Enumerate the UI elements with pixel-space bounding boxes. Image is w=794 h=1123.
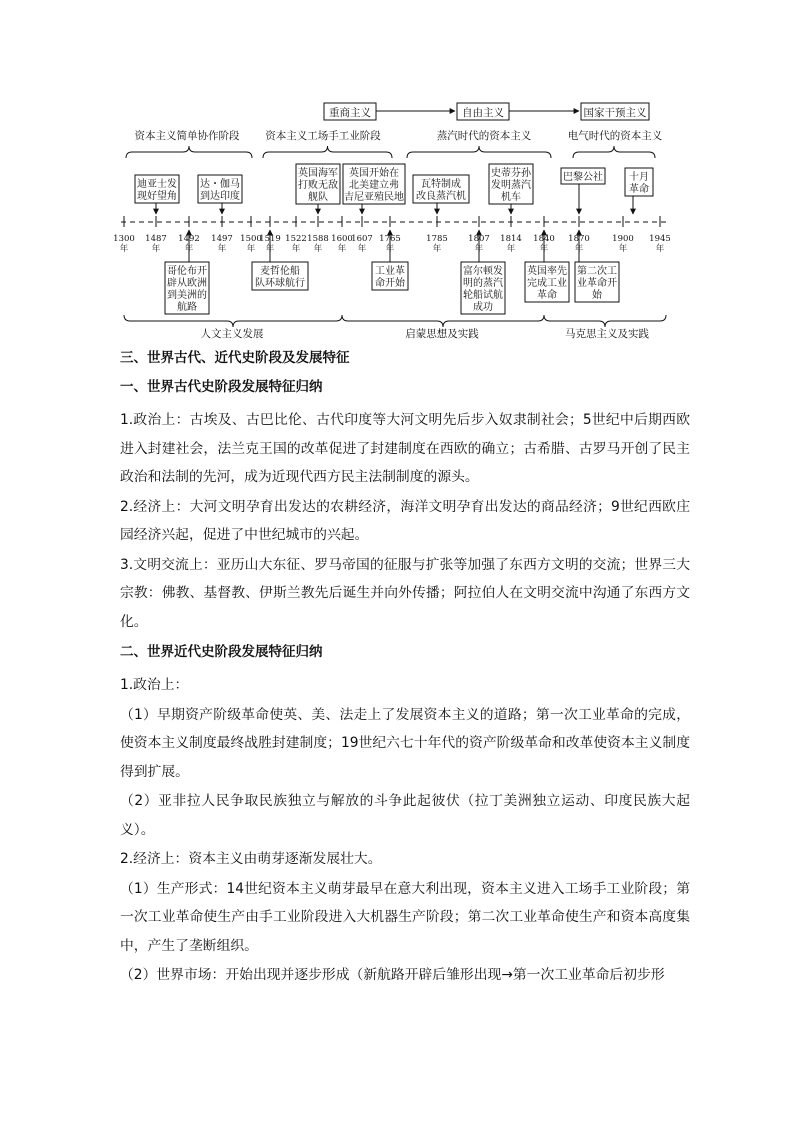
stage-label: 重商主义 — [329, 107, 371, 119]
year-label: 1300 年 — [113, 234, 135, 254]
period-label-bottom: 马克思主义及实践 — [565, 328, 649, 340]
event-label-below: 工业革命开始 — [375, 266, 405, 289]
year-label: 1785 年 — [426, 234, 448, 254]
event-label-below: 富尔顿发明的蒸汽轮船试航成功 — [463, 266, 503, 313]
period-label-bottom: 人文主义发展 — [200, 328, 264, 340]
paragraph-ancient-exchange: 3.文明交流上：亚历山大东征、罗马帝国的征服与扩张等加强了东西方文明的交流；世界三大宗教：佛教、基督教、伊斯兰教先后诞生并向外传播；阿拉伯人在文明交流中沟通了东西方文化。 — [120, 556, 690, 630]
event-label-below: 哥伦布开辟从欧洲到美洲的航路 — [167, 266, 207, 313]
timeline-diagram — [0, 0, 794, 345]
period-brace-top — [407, 146, 551, 158]
year-label: 1492 年 — [178, 234, 200, 254]
year-label: 1900 年 — [612, 234, 634, 254]
event-label-above: 迪亚士发现好望角 — [137, 179, 177, 202]
year-label: 1588 年 — [307, 234, 329, 254]
event-label-below: 英国率先完成工业革命 — [527, 266, 567, 301]
paragraph-ancient-politics: 1.政治上：古埃及、古巴比伦、古代印度等大河文明先后步入奴隶制社会；5世纪中后期西欧进入封建社会，法兰克王国的改革促进了封建制度在西欧的确立；古希腊、古罗马开创了民主政治和法制的先河，成为近现代西方民主法制制度的源头。 — [120, 412, 690, 485]
year-label: 1870 年 — [568, 234, 590, 254]
period-brace-top — [263, 146, 392, 158]
year-label: 1840 年 — [533, 234, 555, 254]
period-label-top: 资本主义工场手工业阶段 — [265, 130, 381, 142]
year-label: 1500 年 — [240, 234, 262, 254]
year-label: 1945 年 — [649, 234, 671, 254]
period-label-top: 资本主义简单协作阶段 — [134, 130, 240, 142]
period-brace-bottom — [342, 315, 544, 327]
year-label: 1765 年 — [379, 234, 401, 254]
event-label-above: 巴黎公社 — [563, 172, 603, 183]
heading-ancient: 一、世界古代史阶段发展特征归纳 — [120, 379, 323, 395]
stage-label: 自由主义 — [462, 107, 504, 119]
paragraph-modern-politics-2: （2）亚非拉人民争取民族独立与解放的斗争此起彼伏（拉丁美洲独立运动、印度民族大起义）。 — [120, 793, 690, 838]
paragraph-modern-politics: 1.政治上： — [120, 677, 189, 693]
event-label-below: 第二次工业革命开始 — [577, 266, 617, 301]
year-label: 1487 年 — [145, 234, 167, 254]
period-brace-bottom — [124, 315, 342, 327]
paragraph-modern-economy-1: （1）生产形式：14世纪资本主义萌芽最早在意大利出现，资本主义进入工场手工业阶段；第一次工业革命使生产由手工业阶段进入大机器生产阶段；第二次工业革命使生产和资本高度集中，产生了垄断组织。 — [120, 880, 690, 954]
stage-label: 国家干预主义 — [583, 107, 647, 119]
document-body — [120, 348, 690, 991]
event-label-above: 英国海军打败无敌舰队 — [298, 168, 338, 203]
period-label-top: 蒸汽时代的资本主义 — [436, 130, 532, 142]
period-brace-bottom — [544, 315, 666, 327]
event-label-above: 十月革命 — [629, 172, 649, 195]
year-label: 1600 年 — [331, 234, 353, 254]
event-label-below: 麦哲伦船队环球航行 — [255, 266, 305, 289]
event-label-above: 瓦特制成改良蒸汽机 — [416, 179, 466, 202]
paragraph-modern-politics-1: （1）早期资产阶级革命使英、美、法走上了发展资本主义的道路；第一次工业革命的完成，使资本主义制度最终战胜封建制度；19世纪六七十年代的资产阶级革命和改革使资本主义制度得到扩展。 — [120, 706, 690, 780]
year-label: 1497 年 — [211, 234, 233, 254]
event-label-above: 史蒂芬孙发明蒸汽机车 — [491, 168, 531, 203]
section-title: 三、世界古代、近代史阶段及发展特征 — [120, 350, 350, 366]
year-label: 1814 年 — [500, 234, 522, 254]
period-label-top: 电气时代的资本主义 — [567, 130, 663, 142]
heading-modern: 二、世界近代史阶段发展特征归纳 — [120, 644, 323, 660]
period-brace-top — [126, 146, 252, 158]
paragraph-modern-economy-2: （2）世界市场：开始出现并逐步形成（新航路开辟后雏形出现→第一次工业革命后初步形 — [120, 967, 665, 983]
event-label-above: 英国开始在北美建立弗吉尼亚殖民地 — [344, 168, 404, 203]
period-brace-top — [573, 146, 655, 158]
paragraph-modern-economy: 2.经济上：资本主义由萌芽逐渐发展壮大。 — [120, 851, 382, 867]
year-label: 1807 年 — [468, 234, 490, 254]
period-label-bottom: 启蒙思想及实践 — [405, 328, 479, 340]
year-label: 1519 年 — [259, 234, 281, 254]
year-label: 1607 年 — [351, 234, 373, 254]
event-label-above: 达・伽马到达印度 — [200, 179, 240, 202]
paragraph-ancient-economy: 2.经济上：大河文明孕育出发达的农耕经济，海洋文明孕育出发达的商品经济；9世纪西欧庄园经济兴起，促进了中世纪城市的兴起。 — [120, 498, 690, 543]
year-label: 1522 年 — [285, 234, 307, 254]
